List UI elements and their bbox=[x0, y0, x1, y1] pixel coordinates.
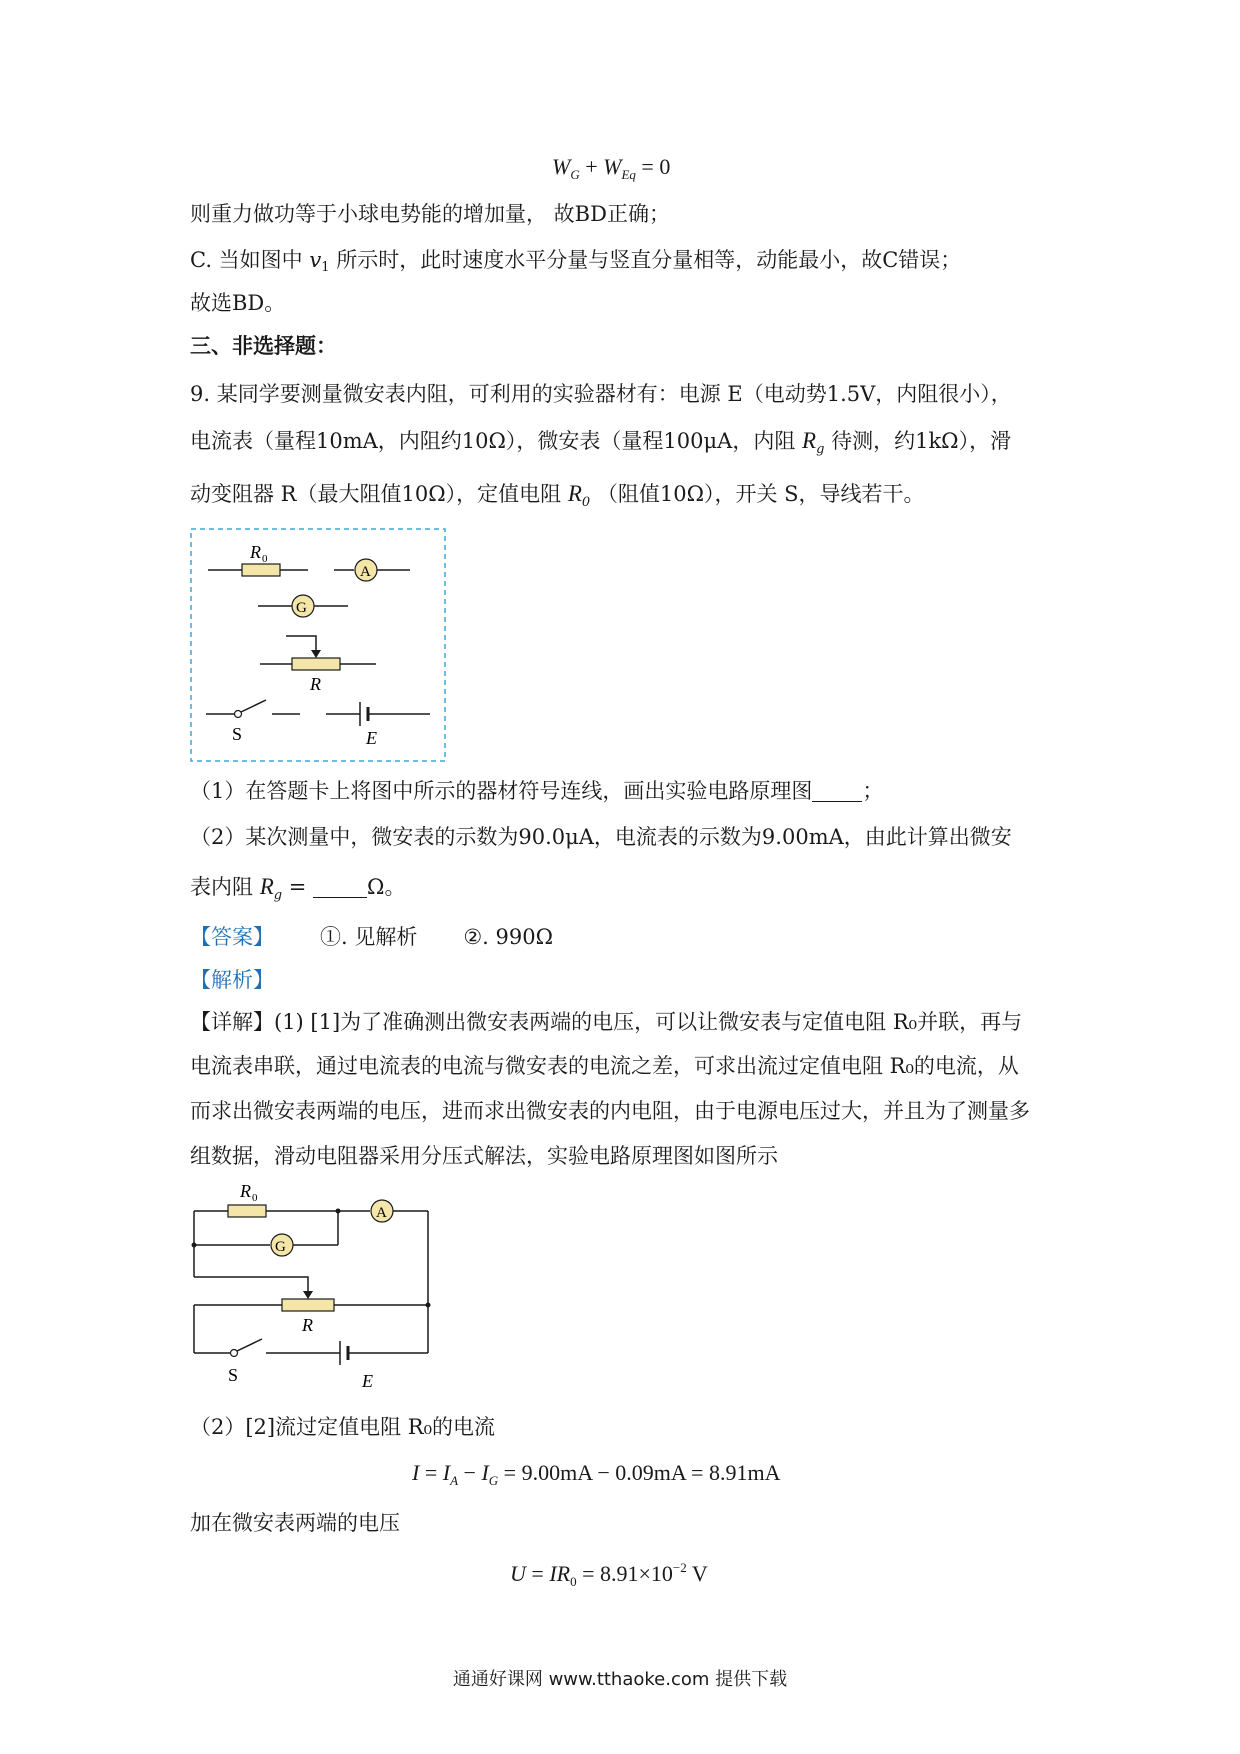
voltage-text: 加在微安表两端的电压 bbox=[190, 1511, 400, 1535]
equation-work: $W_G + W_{Eq} = 0$ bbox=[552, 154, 671, 182]
svg-text:E: E bbox=[366, 728, 377, 748]
svg-text:R: R bbox=[310, 674, 321, 694]
detail-line-2: 电流表串联，通过电流表的电流与微安表的电流之差，可求出流过定值电阻 R₀的电流，从 bbox=[190, 1054, 1019, 1078]
analysis-tag: 【解析】 bbox=[190, 968, 274, 992]
svg-text:S: S bbox=[232, 724, 243, 744]
circuit-diagram bbox=[186, 1175, 442, 1395]
rheostat-symbol bbox=[292, 658, 340, 670]
svg-text:R: R bbox=[250, 542, 261, 562]
q9-sub1: （1）在答题卡上将图中所示的器材符号连线，画出实验电路原理图 ； bbox=[190, 779, 884, 803]
resistor-r0-symbol bbox=[228, 1205, 266, 1217]
section-heading: 三、非选择题： bbox=[190, 333, 337, 358]
part2-line: （2）[2]流过定值电阻 R₀的电流 bbox=[190, 1415, 496, 1439]
answer-blank-1 bbox=[812, 779, 862, 802]
text-line-1: 则重力做功等于小球电势能的增加量， 故BD正确； bbox=[190, 202, 670, 226]
q9-sub2: （2）某次测量中，微安表的示数为90.0μA，电流表的示数为9.00mA，由此计算出微安 bbox=[190, 825, 1012, 849]
q9-line-3: 动变阻器 R（最大阻值10Ω），定值电阻 $R_0$ （阻值10Ω），开关 S，导线若干。 bbox=[190, 481, 925, 510]
svg-text:R: R bbox=[240, 1181, 251, 1201]
resistor-r0-symbol bbox=[242, 564, 280, 576]
q9-sub2-cont: 表内阻 $R_g = \Omega$。 bbox=[190, 874, 406, 903]
detail-line-4: 组数据，滑动电阻器采用分压式解法，实验电路原理图如图所示 bbox=[190, 1144, 778, 1168]
q9-line-1: 9. 某同学要测量微安表内阻，可利用的实验器材有：电源 E（电动势1.5V，内阻很小）， bbox=[190, 382, 1012, 406]
svg-text:S: S bbox=[228, 1365, 239, 1385]
switch-symbol bbox=[241, 700, 266, 712]
svg-text:0: 0 bbox=[252, 1192, 258, 1204]
text-line-3: 故选BD。 bbox=[190, 291, 286, 315]
rheostat-symbol bbox=[282, 1299, 334, 1311]
svg-text:0: 0 bbox=[262, 553, 268, 565]
q9-line-2: 电流表（量程10mA，内阻约10Ω），微安表（量程100μA，内阻 $R_g$ 待测，约1kΩ），滑 bbox=[190, 428, 1012, 457]
equation-current: $I = I_A - I_G = 9.00mA - 0.09mA = 8.91mA$ bbox=[412, 1460, 781, 1488]
page-footer: 通通好课网 www.tthaoke.com 提供下载 bbox=[452, 1669, 788, 1690]
detail-line-3: 而求出微安表两端的电压，进而求出微安表的内电阻，由于电源电压过大，并且为了测量多 bbox=[190, 1099, 1030, 1123]
svg-text:E: E bbox=[362, 1371, 373, 1391]
text-line-2: C. 当如图中 v1 所示时，此时速度水平分量与竖直分量相等，动能最小，故C错误； bbox=[190, 248, 962, 275]
switch-symbol bbox=[237, 1339, 262, 1351]
svg-text:A: A bbox=[360, 564, 371, 580]
svg-text:G: G bbox=[296, 600, 307, 616]
svg-text:R: R bbox=[302, 1315, 313, 1335]
components-diagram bbox=[190, 528, 446, 762]
answer-line: 【答案】 ①. 见解析 ②. 990Ω bbox=[190, 925, 554, 949]
equation-voltage: $U = IR_0 = 8.91\times 10^{-2}$ V bbox=[510, 1560, 708, 1589]
detail-line-1: 【详解】(1) [1]为了准确测出微安表两端的电压，可以让微安表与定值电阻 R₀并联，再与 bbox=[190, 1010, 1023, 1034]
svg-text:G: G bbox=[275, 1239, 286, 1255]
answer-blank-2 bbox=[313, 875, 367, 898]
svg-text:A: A bbox=[376, 1205, 387, 1221]
